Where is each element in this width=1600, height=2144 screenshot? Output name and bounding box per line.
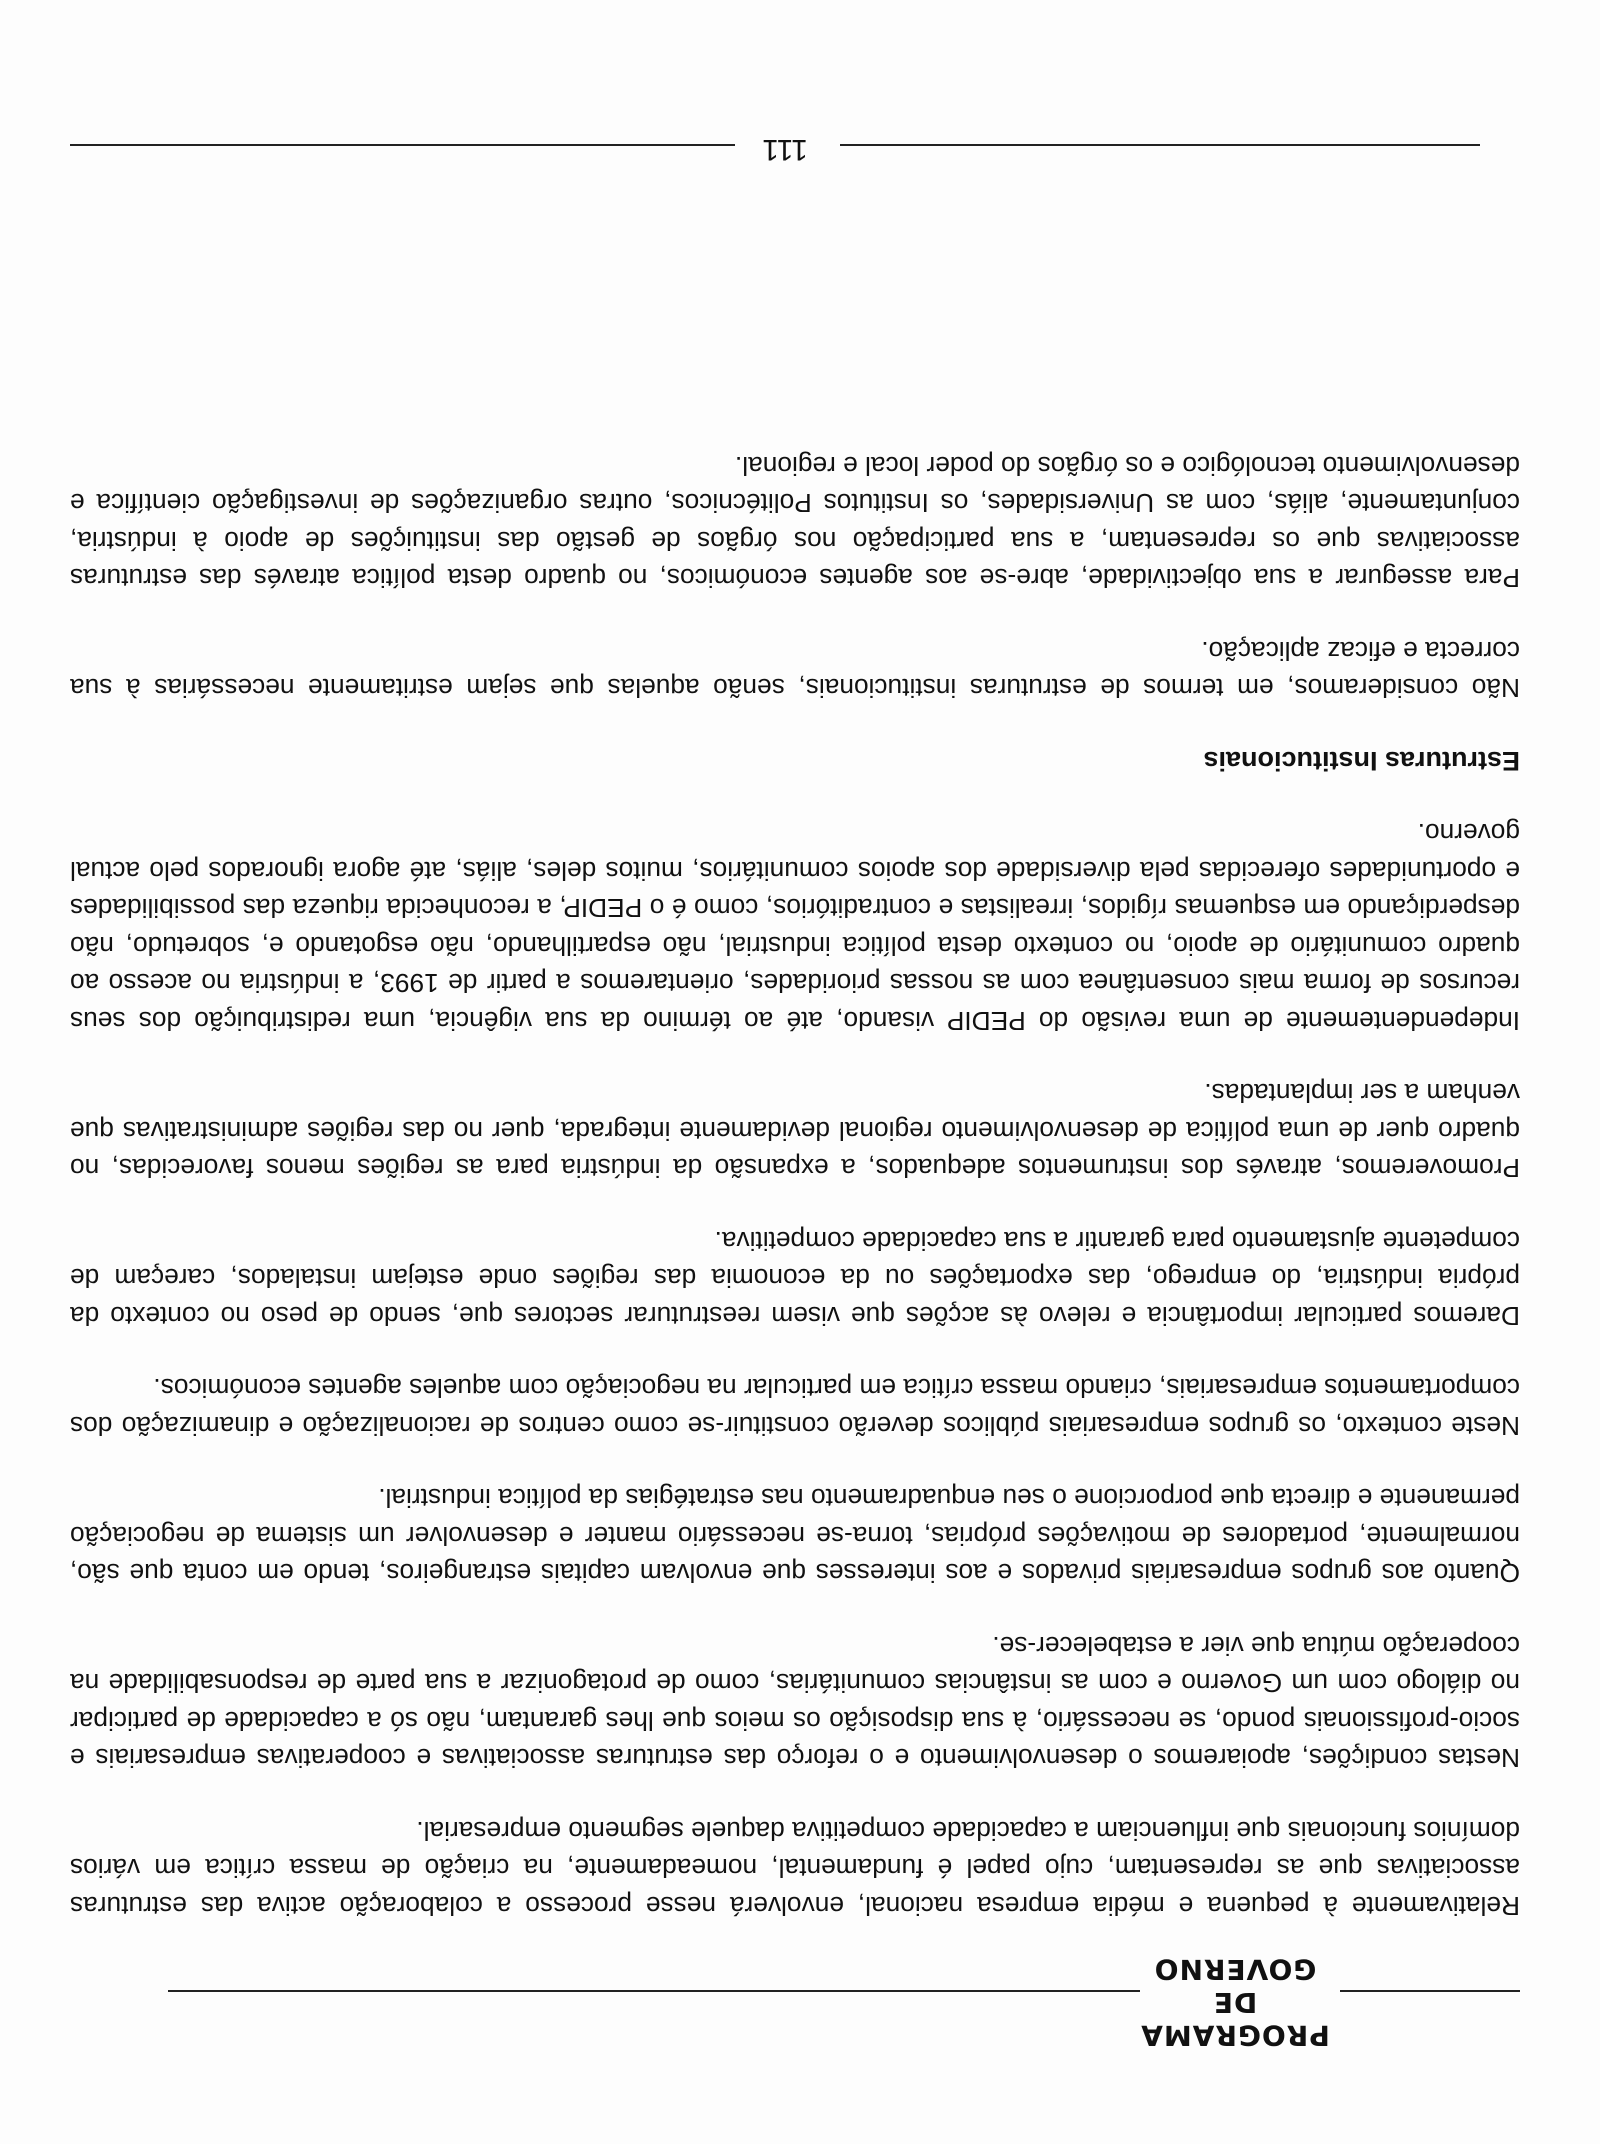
header-title [1140, 1953, 1330, 2052]
paragraph: Quanto aos grupos empresariais privados e aos interesses que envolvam capitais estrangeiros, tendo em conta que são, normalmente, portadores de motivações próprias, torna-se necessário manter e desenvolver um sistema de negociação permanente e directa que porporcione o seu enquadramento nas estratégias da política industrial. [70, 1483, 1520, 1589]
footer-rule-left [840, 144, 1480, 146]
paragraph: Independentemente de uma revisão do PEDIP visando, até ao término da sua vigência, uma redistribuição dos seus recursos de forma mais consentânea com as nossas prioridades, orientaremos a partir de 1993, a indústria no acesso ao quadro comunitário de apoio, no contexto desta política industrial, não espartilhando, não esgotando e, sobretudo, não desperdiçando em esquemas rígidos, irrealistas e contraditórios, como é o PEDIP, a reconhecida riqueza das possibilidades e oportunidades oferecidas pela diversidade dos apoios comunitários, muitos deles, aliás, até agora ignorados pelo actual governo. [70, 818, 1520, 1036]
paragraph: Não consideramos, em termos de estruturas institucionais, senão aquelas que sejam estritamente necessárias à sua correcta e eficaz aplicação. [70, 636, 1520, 704]
paragraph: Nestas condições, apoiaremos o desenvolvimento e o reforço das estruturas associativas e cooperativas empresariais e socio-profissionais pondo, se necessário, à sua disposição os meios que lhes garantam, não só a capacidade de participar no diálogo com um Governo e com as instâncias comunitárias, como de protagonizar a sua parte de responsabilidade na cooperação mútua que vier a estabelecer-se. [70, 1631, 1520, 1774]
page-number: 111 [762, 133, 808, 166]
header-title-line1: PROGRAMA [1140, 2019, 1330, 2052]
document-header [168, 1953, 1560, 2052]
paragraph: Daremos particular importância e relevo às acções que visem reestruturar sectores que, sendo de peso no contexto da própria indústria, do emprego, das exportações ou da economia das regiões onde estejam instalados, careçam de competente ajustamento para garantir a sua capacidade competitiva. [70, 1226, 1520, 1331]
section-heading: Estruturas Institucionais [1203, 746, 1520, 776]
paragraph: Relativamente à pequena e média empresa nacional, envolverá nesse processo a colaboração activa das estruturas associativas que as representam, cujo papel é fundamental, nomeadamente, na criação de massa crítica em vários domínios funcionais que influenciam a capacidade competitiva daquele segmento empresarial. [70, 1816, 1520, 1921]
paragraph: Neste contexto, os grupos empresariais públicos deverão constituir-se como centros de racionalização e dinamização dos comportamentos empresariais, criando massa crítica em particular na negociação com aqueles agentes económicos. [70, 1373, 1520, 1441]
body-text [70, 412, 1520, 1925]
footer-rule-right [70, 144, 735, 146]
header-rule-right [168, 1990, 1140, 1992]
header-rule-left [1340, 1990, 1520, 1992]
paragraph: Para assegurar a sua objectividade, abre-se aos agentes económicos, no quadro desta política através das estruturas associativas que os representam, a sua participação nos órgãos de gestão das instituições de apoio à indústria, conjuntamente, aliás, com as Universidades, os Institutos Politécnicos, outras organizações de investigação científica e desenvolvimento tecnológico e os órgãos do poder local e regional. [70, 451, 1520, 594]
paragraph: Promoveremos, através dos instrumentos adequados, a expansão da indústria para as regiões menos favorecidas, no quadro quer de uma política de desenvolvimento regional devidamente integrada, quer no das regiões administrativas que venham a ser implantadas. [70, 1078, 1520, 1184]
page-footer [70, 126, 1480, 166]
header-title-line2: DE GOVERNO [1153, 1953, 1317, 2019]
